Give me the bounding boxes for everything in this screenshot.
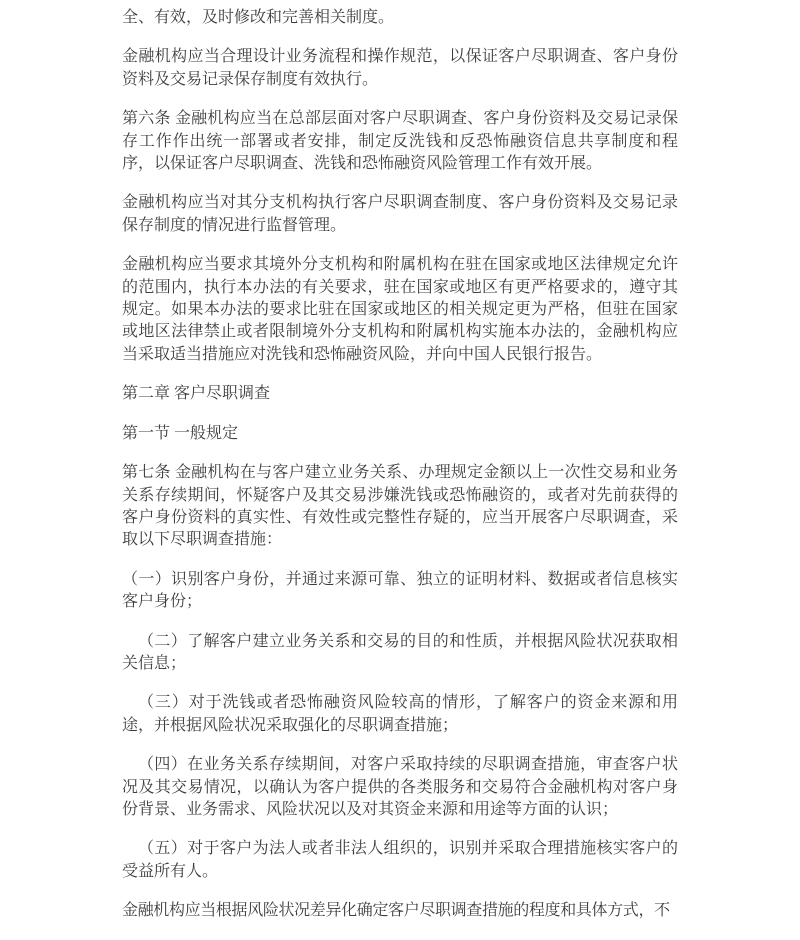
list-item-1: （一）识别客户身份，并通过来源可靠、独立的证明材料、数据或者信息核实客户身份； xyxy=(122,570,678,611)
section-heading: 第一节 一般规定 xyxy=(122,424,239,442)
paragraph-body-cutoff: 金融机构应当根据风险状况差异化确定客户尽职调查措施的程度和具体方式，不 xyxy=(122,902,670,920)
list-item-3: （三）对于洗钱或者恐怖融资风险较高的情形，了解客户的资金来源和用途，并根据风险状况采取强化的尽职调查措施； xyxy=(122,694,678,734)
chapter-heading: 第二章 客户尽职调查 xyxy=(122,385,271,403)
paragraph-body: 金融机构应当要求其境外分支机构和附属机构在驻在国家或地区法律规定允许的范围内，执行本办法的有关要求，驻在国家或地区有更严格要求的，遵守其规定。如果本办法的要求比驻在国家或地区的相关规定更为严格，但驻在国家或地区法律禁止或者限制境外分支机构和附属机构实施本办法的，金融机构应当采取适当措施应对洗钱和恐怖融资风险，并向中国人民银行报告。 xyxy=(122,256,678,363)
paragraph-article-7: 第七条 金融机构在与客户建立业务关系、办理规定金额以上一次性交易和业务关系存续期间，怀疑客户及其交易涉嫌洗钱或恐怖融资的，或者对先前获得的客户身份资料的真实性、有效性或完整性存疑的，应当开展客户尽职调查，采取以下尽职调查措施： xyxy=(122,464,678,549)
document-page xyxy=(122,0,678,940)
paragraph-body: 金融机构应当合理设计业务流程和操作规范，以保证客户尽职调查、客户身份资料及交易记录保存制度有效执行。 xyxy=(122,48,678,88)
paragraph-body: 金融机构应当对其分支机构执行客户尽职调查制度、客户身份资料及交易记录保存制度的情况进行监督管理。 xyxy=(122,194,678,234)
list-item-2: （二）了解客户建立业务关系和交易的目的和性质，并根据风险状况获取相关信息； xyxy=(122,632,678,672)
paragraph-continuation: 全、有效，及时修改和完善相关制度。 xyxy=(122,9,395,26)
list-item-4: （四）在业务关系存续期间，对客户采取持续的尽职调查措施，审查客户状况及其交易情况，以确认为客户提供的各类服务和交易符合金融机构对客户身份背景、业务需求、风险状况以及对其资金来源和用途等方面的认识； xyxy=(122,756,678,818)
paragraph-article-6: 第六条 金融机构应当在总部层面对客户尽职调查、客户身份资料及交易记录保存工作作出统一部署或者安排，制定反洗钱和反恐怖融资信息共享制度和程序，以保证客户尽职调查、洗钱和恐怖融资风险管理工作有效开展。 xyxy=(122,110,678,173)
list-item-5: （五）对于客户为法人或者非法人组织的，识别并采取合理措施核实客户的受益所有人。 xyxy=(122,840,678,880)
